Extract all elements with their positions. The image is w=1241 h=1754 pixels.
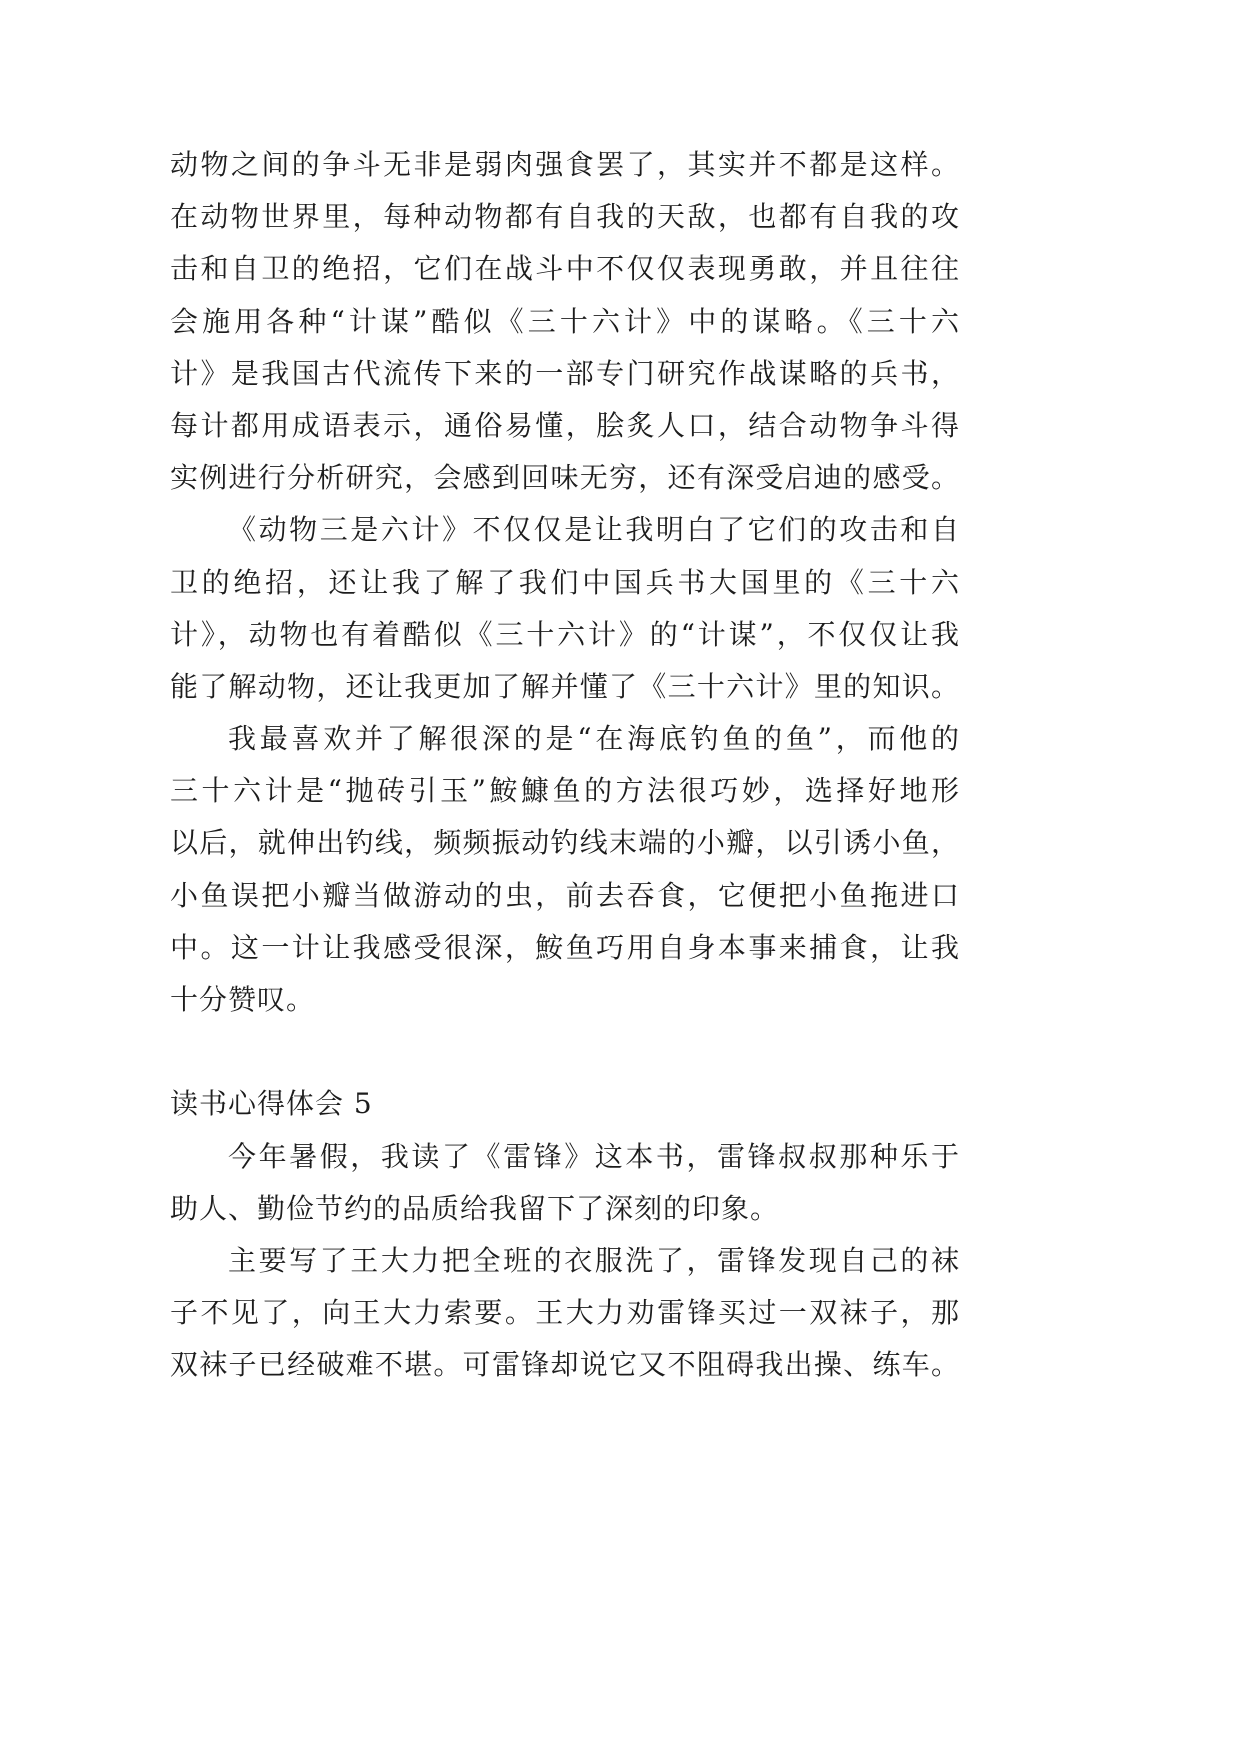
paragraph [170, 713, 960, 1026]
text-line: 动物之间的争斗无非是弱肉强食罢了，其实并不都是这样。 [170, 148, 960, 181]
text-line: 《动物三是六计》不仅仅是让我明白了它们的攻击和自 [228, 513, 960, 547]
section-heading: 读书心得体会 5 [170, 1087, 373, 1121]
text-line: 能了解动物，还让我更加了解并懂了《三十六计》里的知识。 [170, 669, 960, 703]
paragraph [170, 1131, 960, 1235]
text-line: 我最喜欢并了解很深的是“在海底钓鱼的鱼”，而他的 [228, 722, 960, 756]
text-line: 子不见了，向王大力索要。王大力劝雷锋买过一双袜子，那 [170, 1296, 960, 1330]
text-line: 十分赞叹。 [170, 983, 316, 1016]
text-line: 计》是我国古代流传下来的一部专门研究作战谋略的兵书， [170, 356, 960, 390]
text-line: 卫的绝招，还让我了解了我们中国兵书大国里的《三十六 [170, 565, 960, 599]
text-line: 主要写了王大力把全班的衣服洗了，雷锋发现自己的袜 [228, 1243, 960, 1277]
text-line: 计》，动物也有着酷似《三十六计》的“计谋”，不仅仅让我 [170, 617, 960, 651]
text-line: 助人、勤俭节约的品质给我留下了深刻的印象。 [170, 1191, 780, 1225]
document-body [170, 139, 960, 1392]
text-line: 以后，就伸出钓线，频频振动钓线末端的小瓣，以引诱小鱼， [170, 826, 960, 860]
text-line: 双袜子已经破难不堪。可雷锋却说它又不阻碍我出操、练车。 [170, 1348, 960, 1382]
paragraph [170, 1235, 960, 1392]
paragraph [170, 139, 960, 504]
text-line: 三十六计是“抛砖引玉”鮟鱇鱼的方法很巧妙，选择好地形 [170, 774, 960, 808]
text-line: 中。这一计让我感受很深，鮟鱼巧用自身本事来捕食，让我 [170, 930, 960, 964]
text-line: 每计都用成语表示，通俗易懂，脍炙人口，结合动物争斗得 [170, 408, 960, 442]
text-line: 今年暑假，我读了《雷锋》这本书，雷锋叔叔那种乐于 [228, 1139, 960, 1173]
text-line: 小鱼误把小瓣当做游动的虫，前去吞食，它便把小鱼拖进口 [170, 878, 960, 912]
text-line: 击和自卫的绝招，它们在战斗中不仅仅表现勇敢，并且往往 [170, 252, 960, 286]
blank-line [170, 1026, 960, 1078]
paragraph [170, 504, 960, 713]
text-line: 在动物世界里，每种动物都有自我的天敌，也都有自我的攻 [170, 200, 960, 234]
text-line: 实例进行分析研究，会感到回味无穷，还有深受启迪的感受。 [170, 461, 960, 495]
text-line: 会施用各种“计谋”酷似《三十六计》中的谋略。《三十六 [170, 304, 960, 338]
